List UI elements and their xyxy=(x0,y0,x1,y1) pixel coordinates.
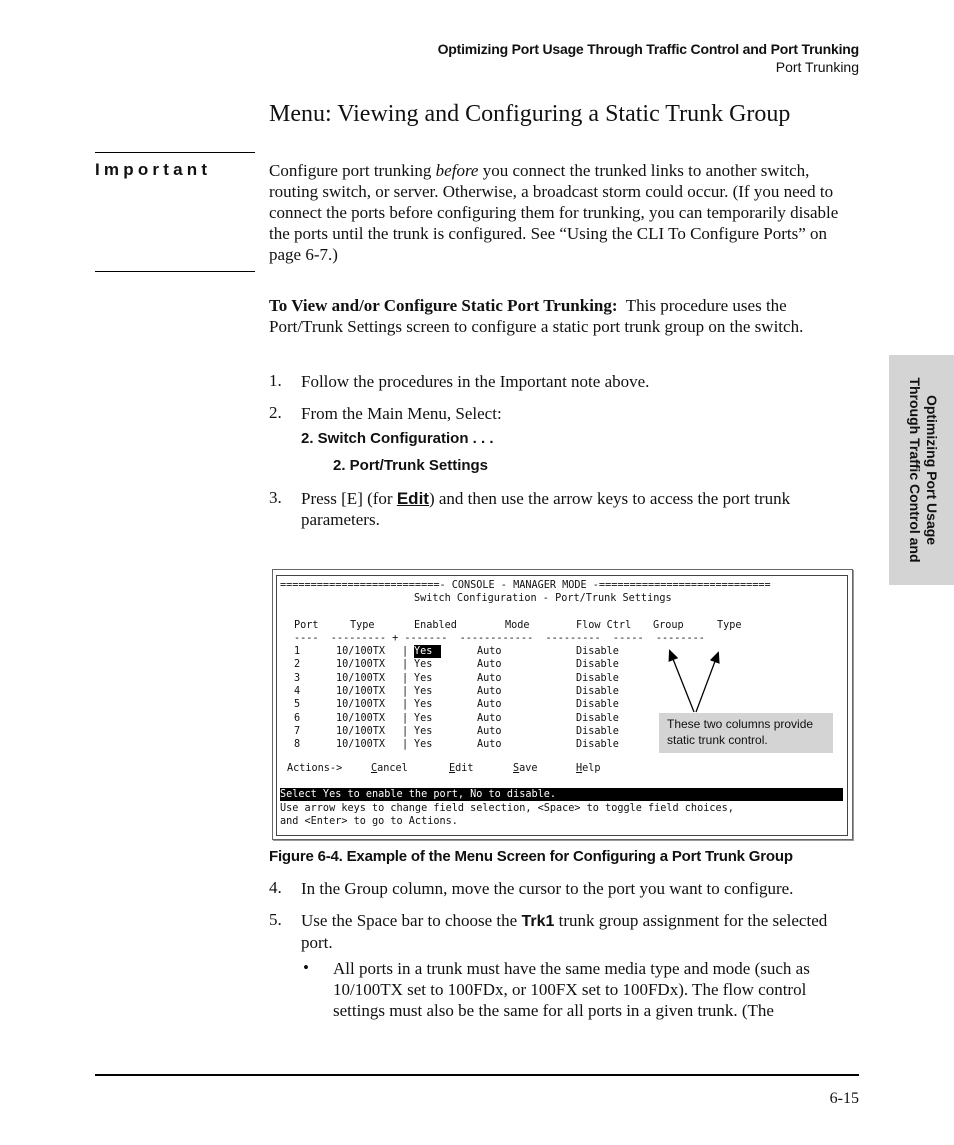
important-label: Important xyxy=(95,160,212,179)
row-mode-cell: Auto xyxy=(477,725,502,737)
column-header-group: Group xyxy=(653,620,684,631)
row-type-cell: 10/100TX xyxy=(336,712,386,724)
row-type-cell: 10/100TX xyxy=(336,725,386,737)
row-enabled-cell[interactable]: Yes xyxy=(414,672,433,684)
help-label: elp xyxy=(582,763,601,774)
column-separator: ---- --------- + ------- ------------ --------- ----- -------- xyxy=(294,633,705,644)
row-separator: | xyxy=(402,699,409,711)
row-enabled-cell[interactable]: Yes xyxy=(414,685,433,697)
step-3-text-part-1: Press [E] (for xyxy=(301,489,397,508)
step-5-text xyxy=(301,910,861,953)
arrow-to-type-column xyxy=(696,656,717,712)
row-port-cell: 3 xyxy=(294,672,301,684)
actions-label: Actions-> xyxy=(287,763,343,774)
procedure-heading: To View and/or Configure Static Port Trunking: xyxy=(269,296,618,315)
row-type-cell: 10/100TX xyxy=(336,699,386,711)
row-type-cell: 10/100TX xyxy=(336,685,386,697)
column-header-trunk-type: Type xyxy=(717,620,742,631)
help-line-2: and <Enter> to go to Actions. xyxy=(280,816,458,827)
cancel-label: ancel xyxy=(377,763,408,774)
row-port-cell: 5 xyxy=(294,699,301,711)
important-bottom-rule xyxy=(95,271,255,272)
important-text-part-2: you connect the trunked links to another switch, routing switch, or server. Otherwise, a broadcast storm could occur. (If you need to connect the ports before configuring them for trunking, you can temporarily disable the ports until the trunk is configured. See “Using the CLI To Configure Ports” on page 6-7.) xyxy=(269,161,839,264)
bullet-text: All ports in a trunk must have the same media type and mode (such as 10/100TX set to 100FDx, or 100FX set to 100FDx). The flow control settings must also be the same for all ports in a given trunk. (The xyxy=(333,959,810,1020)
side-tab-line-2: Through Traffic Control and xyxy=(907,377,923,563)
important-top-rule xyxy=(95,152,255,153)
step-3-text xyxy=(301,488,861,530)
row-port-cell: 1 xyxy=(294,646,301,657)
procedure-text: This procedure uses the Port/Trunk Settings screen to configure a static port trunk group on the switch. xyxy=(269,296,804,336)
callout-arrows xyxy=(655,645,735,720)
help-action[interactable] xyxy=(576,762,601,775)
save-label: ave xyxy=(519,763,538,774)
row-type-cell: 10/100TX xyxy=(336,739,386,751)
column-header-type: Type xyxy=(350,620,375,631)
step-1-number: 1. xyxy=(269,371,282,390)
row-enabled-cell[interactable]: Yes xyxy=(414,699,433,711)
row-enabled-cell[interactable]: Yes xyxy=(414,645,441,658)
row-flow-cell: Disable xyxy=(576,725,619,737)
column-header-flow-ctrl: Flow Ctrl xyxy=(576,620,632,631)
step-3-text-part-2: ) and then use the arrow keys to access the port trunk parameters. xyxy=(301,489,791,529)
cancel-hotkey: C xyxy=(371,763,378,774)
running-header-title: Optimizing Port Usage Through Traffic Control and Port Trunking xyxy=(437,41,859,57)
row-flow-cell: Disable xyxy=(576,646,619,657)
help-line-1: Use arrow keys to change field selection, <Space> to toggle field choices, xyxy=(280,803,734,814)
step-5-text-part-1: Use the Space bar to choose the xyxy=(301,911,522,930)
row-flow-cell: Disable xyxy=(576,699,619,711)
row-flow-cell: Disable xyxy=(576,712,619,724)
edit-action[interactable] xyxy=(449,762,474,775)
edit-label: dit xyxy=(455,763,474,774)
row-port-cell: 8 xyxy=(294,739,301,751)
menu-path-port-trunk-settings: 2. Port/Trunk Settings xyxy=(333,457,489,474)
row-type-cell: 10/100TX xyxy=(336,646,386,657)
console-banner: ==========================- CONSOLE - MANAGER MODE -============================ xyxy=(280,580,771,591)
chapter-side-tab xyxy=(889,355,954,585)
row-enabled-cell[interactable]: Yes xyxy=(414,659,433,671)
help-hotkey: H xyxy=(576,763,583,774)
callout-box xyxy=(659,713,833,753)
row-separator: | xyxy=(402,646,409,657)
edit-key-text: Edit xyxy=(396,489,429,508)
row-separator: | xyxy=(402,659,409,671)
callout-line-1: These two columns provide xyxy=(667,717,814,731)
row-port-cell: 7 xyxy=(294,725,301,737)
row-type-cell: 10/100TX xyxy=(336,672,386,684)
procedure-intro xyxy=(269,295,859,337)
row-separator: | xyxy=(402,672,409,684)
figure-caption: Figure 6-4. Example of the Menu Screen for Configuring a Port Trunk Group xyxy=(269,848,793,865)
row-enabled-cell[interactable]: Yes xyxy=(414,739,433,751)
row-port-cell: 2 xyxy=(294,659,301,671)
trk1-label: Trk1 xyxy=(521,913,555,930)
important-text-emphasis: before xyxy=(435,161,479,180)
step-2-text: From the Main Menu, Select: xyxy=(301,404,502,423)
column-header-port: Port xyxy=(294,620,319,631)
step-4-number: 4. xyxy=(269,878,282,897)
column-header-mode: Mode xyxy=(505,620,530,631)
row-type-cell: 10/100TX xyxy=(336,659,386,671)
arrow-to-group-column xyxy=(671,654,694,712)
side-tab-line-1: Optimizing Port Usage xyxy=(924,394,940,546)
row-separator: | xyxy=(402,712,409,724)
row-enabled-cell[interactable]: Yes xyxy=(414,712,433,724)
step-3-number: 3. xyxy=(269,488,282,507)
callout-line-2: static trunk control. xyxy=(667,733,768,747)
save-hotkey: S xyxy=(513,763,520,774)
status-line: Select Yes to enable the port, No to disable. xyxy=(280,789,557,800)
row-enabled-cell[interactable]: Yes xyxy=(414,725,433,737)
section-title: Menu: Viewing and Configuring a Static Trunk Group xyxy=(269,101,791,127)
page-number: 6-15 xyxy=(829,1090,859,1107)
row-mode-cell: Auto xyxy=(477,739,502,751)
footer-rule xyxy=(95,1074,859,1076)
edit-key-label xyxy=(397,489,429,508)
row-flow-cell: Disable xyxy=(576,685,619,697)
console-screen-title: Switch Configuration - Port/Trunk Settings xyxy=(414,593,672,604)
cancel-action[interactable] xyxy=(371,762,408,775)
step-2-number: 2. xyxy=(269,403,282,422)
important-text-part-1: Configure port trunking xyxy=(269,161,436,180)
running-header-subtitle: Port Trunking xyxy=(775,59,859,75)
bullet-symbol: • xyxy=(303,958,309,977)
row-separator: | xyxy=(402,685,409,697)
column-header-enabled: Enabled xyxy=(414,620,457,631)
row-separator: | xyxy=(402,725,409,737)
row-flow-cell: Disable xyxy=(576,659,619,671)
row-mode-cell: Auto xyxy=(477,659,502,671)
edit-hotkey: E xyxy=(449,763,456,774)
step-1-text: Follow the procedures in the Important note above. xyxy=(301,372,650,391)
step-5-text-part-2: trunk group assignment for the selected port. xyxy=(301,911,828,952)
step-5-number: 5. xyxy=(269,910,282,929)
row-mode-cell: Auto xyxy=(477,646,502,657)
step-4-text: In the Group column, move the cursor to the port you want to configure. xyxy=(301,879,794,898)
row-port-cell: 4 xyxy=(294,685,301,697)
row-port-cell: 6 xyxy=(294,712,301,724)
row-mode-cell: Auto xyxy=(477,699,502,711)
save-action[interactable] xyxy=(513,762,538,775)
row-mode-cell: Auto xyxy=(477,712,502,724)
menu-path-switch-configuration: 2. Switch Configuration . . . xyxy=(301,430,494,447)
important-text xyxy=(269,160,859,265)
side-tab-text xyxy=(889,355,954,585)
row-mode-cell: Auto xyxy=(477,672,502,684)
row-separator: | xyxy=(402,739,409,751)
row-mode-cell: Auto xyxy=(477,685,502,697)
row-flow-cell: Disable xyxy=(576,739,619,751)
row-flow-cell: Disable xyxy=(576,672,619,684)
